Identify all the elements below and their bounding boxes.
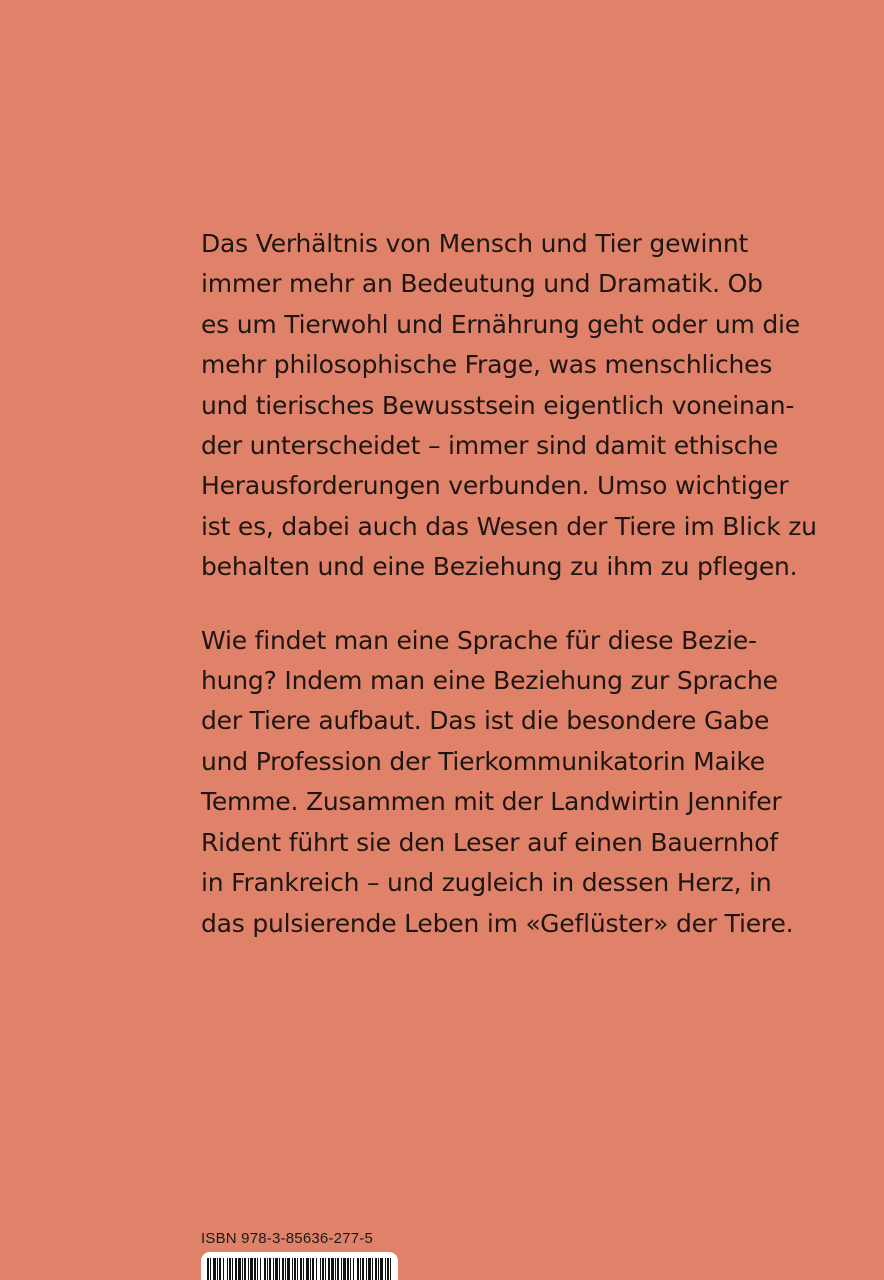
barcode-bar <box>328 1258 330 1280</box>
barcode-bar <box>335 1258 336 1280</box>
barcode-bar <box>244 1258 246 1280</box>
barcode-bar <box>232 1258 233 1280</box>
barcode-bar <box>207 1258 209 1280</box>
barcode-bar <box>303 1258 304 1280</box>
blurb-paragraph-2 <box>201 621 794 944</box>
barcode-bar <box>219 1258 221 1280</box>
barcode-bar <box>210 1258 211 1280</box>
barcode-bar <box>279 1258 280 1280</box>
barcode-graphic <box>201 1252 398 1280</box>
barcode-bar <box>287 1258 290 1280</box>
barcode-bar <box>273 1258 274 1280</box>
barcode-bar <box>372 1258 373 1280</box>
barcode-bar <box>227 1258 228 1280</box>
barcode-bar <box>267 1258 268 1280</box>
blurb-text <box>201 224 817 944</box>
text-line: und tierisches Bewusstsein eigentlich voneinan- <box>201 390 795 420</box>
barcode-bar <box>347 1258 349 1280</box>
barcode-bar <box>229 1258 231 1280</box>
barcode-bar <box>260 1258 261 1280</box>
isbn-number: ISBN 978-3-85636-277-5 <box>201 1230 374 1247</box>
barcode <box>201 1252 398 1280</box>
barcode-bar <box>235 1258 237 1280</box>
barcode-bar <box>275 1258 278 1280</box>
barcode-bar <box>378 1258 379 1280</box>
barcode-bar <box>325 1258 326 1280</box>
barcode-bar <box>306 1258 309 1280</box>
barcode-bar <box>310 1258 311 1280</box>
barcode-bar <box>254 1258 256 1280</box>
barcode-bar <box>353 1258 354 1280</box>
text-line: behalten und eine Beziehung zu ihm zu pflegen. <box>201 552 798 582</box>
barcode-bar <box>285 1258 286 1280</box>
barcode-bar <box>238 1258 241 1280</box>
text-line: immer mehr an Bedeutung und Dramatik. Ob <box>201 269 763 299</box>
text-line: und Profession der Tierkommunikatorin Maike <box>201 746 765 776</box>
barcode-bar <box>250 1258 253 1280</box>
barcode-bar <box>269 1258 271 1280</box>
barcode-bar <box>385 1258 386 1280</box>
barcode-bar <box>320 1258 321 1280</box>
isbn-block <box>201 1230 373 1248</box>
text-line: Wie findet man eine Sprache für diese Bezie- <box>201 625 757 655</box>
text-line: Das Verhältnis von Mensch und Tier gewinnt <box>201 229 749 258</box>
barcode-bar <box>343 1258 346 1280</box>
barcode-bar <box>322 1258 324 1280</box>
text-line: hung? Indem man eine Beziehung zur Sprache <box>201 666 778 696</box>
barcode-bar <box>297 1258 298 1280</box>
text-line: der Tiere aufbaut. Das ist die besondere Gabe <box>201 706 770 736</box>
barcode-bar <box>223 1258 224 1280</box>
barcode-bar <box>337 1258 339 1280</box>
barcode-bar <box>375 1258 377 1280</box>
barcode-bar <box>316 1258 317 1280</box>
barcode-bar <box>292 1258 293 1280</box>
text-line: mehr philosophische Frage, was menschliches <box>201 350 773 380</box>
barcode-bar <box>387 1258 389 1280</box>
text-line: Herausforderungen verbunden. Umso wichtiger <box>201 471 789 501</box>
barcode-bar <box>217 1258 218 1280</box>
barcode-bar <box>264 1258 266 1280</box>
barcode-bar <box>213 1258 216 1280</box>
barcode-bar <box>357 1258 359 1280</box>
text-line: der unterscheidet – immer sind damit ethische <box>201 431 779 461</box>
barcode-bar <box>380 1258 383 1280</box>
barcode-bar <box>350 1258 351 1280</box>
barcode-bar <box>368 1258 371 1280</box>
barcode-bar <box>242 1258 243 1280</box>
barcode-bar <box>366 1258 367 1280</box>
barcode-bar <box>312 1258 314 1280</box>
barcode-bar <box>390 1258 391 1280</box>
barcode-bar <box>294 1258 296 1280</box>
text-line: es um Tierwohl und Ernährung geht oder um die <box>201 309 800 339</box>
text-line: in Frankreich – und zugleich in dessen Herz, in <box>201 868 772 898</box>
barcode-bar <box>248 1258 249 1280</box>
text-line: Temme. Zusammen mit der Landwirtin Jennifer <box>201 787 782 817</box>
barcode-bar <box>360 1258 361 1280</box>
text-line: Rident führt sie den Leser auf einen Bauernhof <box>201 827 778 857</box>
barcode-bar <box>362 1258 364 1280</box>
text-line: das pulsierende Leben im «Geflüster» der Tiere. <box>201 908 794 938</box>
text-line: ist es, dabei auch das Wesen der Tiere im Blick zu <box>201 511 817 541</box>
barcode-bar <box>282 1258 284 1280</box>
blurb-paragraph-1 <box>201 224 817 588</box>
barcode-bar <box>257 1258 258 1280</box>
barcode-bar <box>341 1258 342 1280</box>
barcode-bar <box>300 1258 302 1280</box>
barcode-bar <box>331 1258 334 1280</box>
